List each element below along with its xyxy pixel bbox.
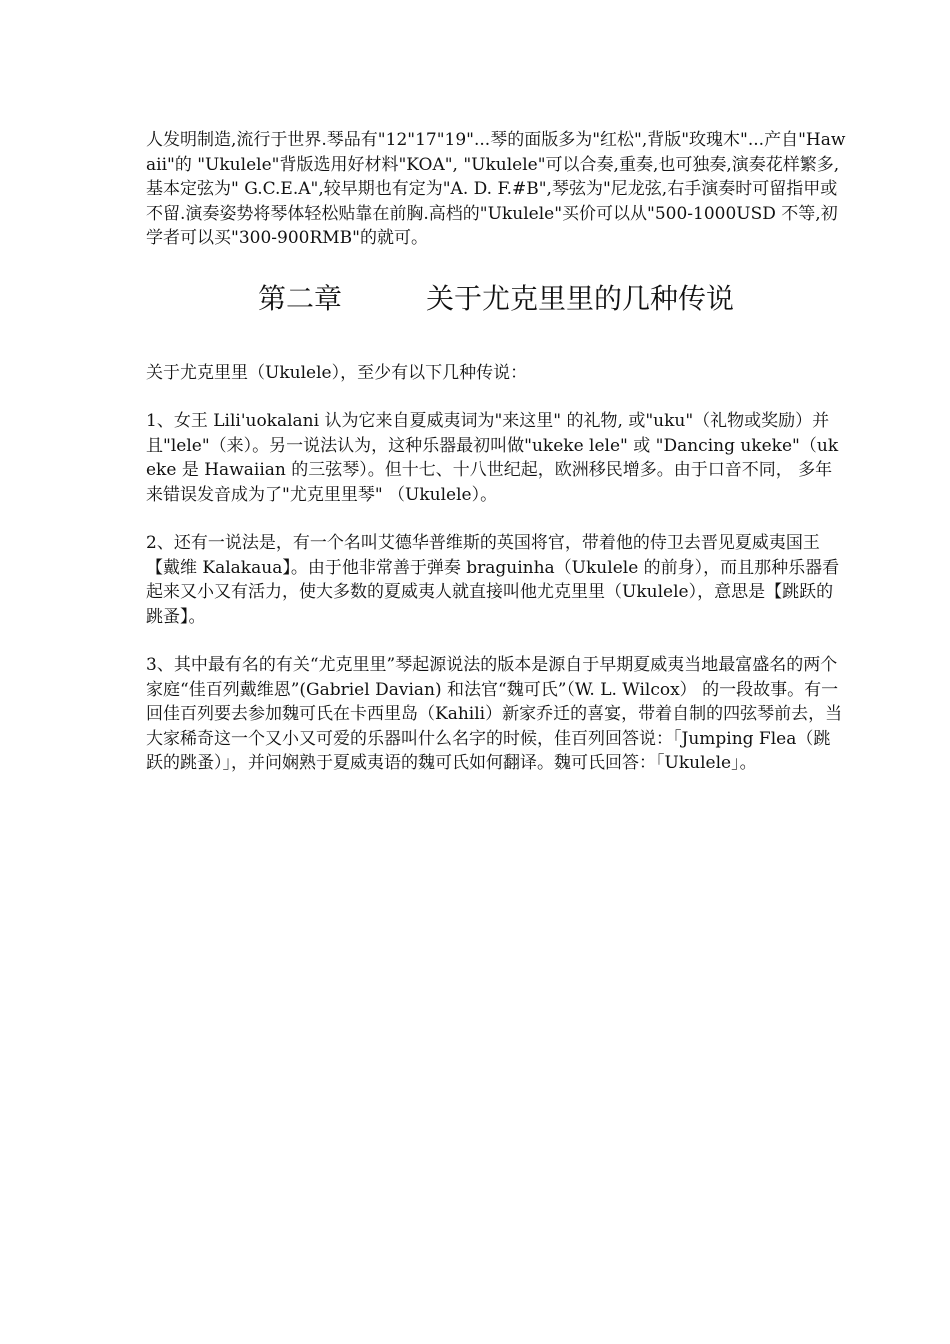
legend-paragraph-2: 2、还有一说法是，有一个名叫艾德华普维斯的英国将官，带着他的侍卫去晋见夏威夷国王【戴维 Kalakaua】。由于他非常善于弹奏 braguinha（Ukulele 的前身），而且那种乐器看起来又小又有活力，使大多数的夏威夷人就直接叫他尤克里里（Ukulele），意思是【跳跃的跳蚤】。 [146,533,840,627]
document-body [146,128,846,800]
chapter-title: 关于尤克里里的几种传说 [426,281,735,315]
chapter-heading [146,281,846,317]
intro-paragraph: 人发明制造,流行于世界.琴品有"12"17"19"...琴的面版多为"红松",背版"玫瑰木"...产自"Hawaii"的 "Ukulele"背版选用好材料"KOA", "Ukulele"可以合奏,重奏,也可独奏,演奏花样繁多,基本定弦为" G.C.E.A",较早期也有定为"A. D. F.#B",琴弦为"尼龙弦,右手演奏时可留指甲或不留.演奏姿势将琴体轻松贴靠在前胸.高档的"Ukulele"买价可以从"500-1000USD 不等,初学者可以买"300-900RMB"的就可。 [146,130,846,248]
legend-paragraph-3: 3、其中最有名的有关“尤克里里”琴起源说法的版本是源自于早期夏威夷当地最富盛名的两个家庭“佳百列戴维恩”(Gabriel Davian) 和法官“魏可氏”（W. L. Wilcox） 的一段故事。有一回佳百列要去参加魏可氏在卡西里岛（Kahili）新家乔迁的喜宴，带着自制的四弦琴前去，当大家稀奇这一个又小又可爱的乐器叫什么名字的时候，佳百列回答说：「Jumping Flea（跳跃的跳蚤）」，并问娴熟于夏威夷语的魏可氏如何翻译。魏可氏回答：「Ukulele」。 [146,655,843,773]
legend-paragraph-1: 1、女王 Lili'uokalani 认为它来自夏威夷词为"来这里" 的礼物, 或"uku"（礼物或奖励）并且"lele"（来）。另一说法认为，这种乐器最初叫做"ukeke lele" 或 "Dancing ukeke"（ukeke 是 Hawaiian 的三弦琴）。但十七、十八世纪起，欧洲移民增多。由于口音不同， 多年来错误发音成为了"尤克里里琴" （Ukulele）。 [146,411,839,505]
chapter-number: 第二章 [257,281,342,315]
lead-paragraph: 关于尤克里里（Ukulele），至少有以下几种传说： [146,362,528,383]
